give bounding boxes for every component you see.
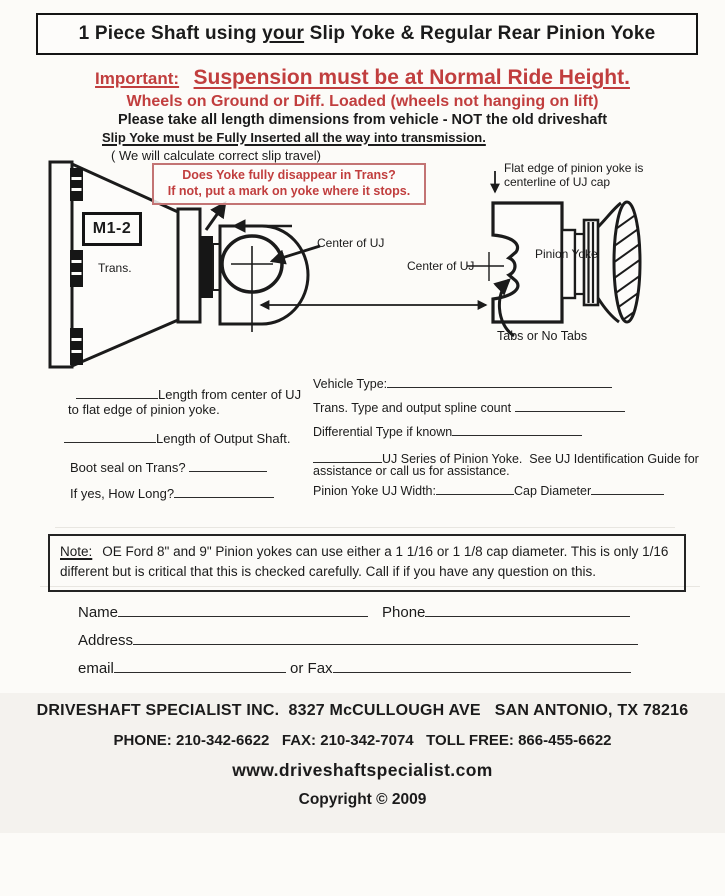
length-from-uj-field (76, 386, 301, 402)
title-suffix: Slip Yoke & Regular Rear Pinion Yoke (304, 23, 656, 44)
flat-edge-label (504, 161, 643, 190)
blank-line (515, 399, 625, 412)
blank-line (174, 485, 274, 498)
scan-artifact (55, 527, 675, 528)
length-dimensions-line: Please take all length dimensions from vehicle - NOT the old driveshaft (117, 112, 608, 128)
output-seal (200, 236, 220, 298)
slip-yoke-inserted-line: Slip Yoke must be Fully Inserted all the way into transmission. (102, 130, 486, 145)
center-of-uj-right-label: Center of UJ (407, 259, 475, 273)
address-row (78, 630, 638, 649)
blank-line (436, 482, 514, 495)
warning-line-1: Does Yoke fully disappear in Trans? (182, 168, 396, 182)
length-from-uj-label-2: to flat edge of pinion yoke. (68, 402, 220, 417)
blank-line (114, 658, 286, 673)
blank-line (76, 386, 158, 399)
differential-type-label: Differential Type if known (313, 425, 453, 439)
cap-diameter-label: Cap Diameter (514, 484, 592, 498)
important-label: Important: (95, 69, 180, 88)
phone-fax-tollfree-line: PHONE: 210-342-6622 FAX: 210-342-7074 TOLL FREE: 866-455-6622 (113, 732, 612, 749)
uj-width-label: Pinion Yoke UJ Width: (313, 484, 436, 498)
uj-width-cap-field (313, 482, 664, 498)
title-prefix: 1 Piece Shaft using (78, 23, 263, 44)
blank-line (313, 450, 382, 463)
if-yes-how-long-field (70, 485, 274, 501)
uj-series-label-2: assistance or call us for assistance. (313, 464, 510, 478)
company-address-line: DRIVESHAFT SPECIALIST INC. 8327 McCULLOUGH AVE SAN ANTONIO, TX 78216 (36, 702, 689, 719)
trans-type-label: Trans. Type and output spline count (313, 401, 515, 415)
trans-label: Trans. (98, 261, 132, 275)
slip-yoke-shape (220, 226, 308, 332)
bellhousing-bolts (70, 168, 83, 365)
note-label: Note: (60, 544, 93, 559)
warning-line-2: If not, put a mark on yoke where it stops. (167, 183, 411, 198)
differential-type-field (313, 423, 582, 439)
pinion-yoke-shape (493, 203, 562, 322)
name-label: Name (78, 604, 119, 621)
blank-line (133, 630, 638, 645)
blank-line (64, 430, 156, 443)
note-box (48, 534, 686, 592)
phone-label: Phone (382, 604, 426, 621)
uj-series-label: UJ Series of Pinion Yoke. See UJ Identification Guide for (382, 452, 699, 466)
pinion-yoke-label: Pinion Yoke (535, 247, 598, 261)
length-from-uj-label: Length from center of UJ (158, 387, 302, 402)
center-of-uj-left-label: Center of UJ (317, 236, 385, 250)
email-label: email (78, 660, 114, 677)
boot-seal-field (70, 459, 267, 475)
blank-line (387, 375, 612, 388)
blank-line (333, 658, 631, 673)
blank-line (591, 482, 664, 495)
note-text: OE Ford 8" and 9" Pinion yokes can use either a 1 1/16 or 1 1/8 cap diameter. This is only 1/16 different but is critical that this is checked carefully. Call if if you have any question on this. (60, 544, 669, 580)
vehicle-type-label: Vehicle Type: (313, 377, 388, 391)
blank-line (425, 602, 630, 617)
flat-edge-line-2: centerline of UJ cap (504, 175, 611, 190)
tabs-label: Tabs or No Tabs (497, 329, 588, 343)
name-phone-row (78, 602, 630, 621)
length-output-shaft-label: Length of Output Shaft. (156, 431, 291, 446)
trans-type-field (313, 399, 625, 415)
or-fax-label: or Fax (285, 660, 333, 677)
boot-seal-label: Boot seal on Trans? (70, 460, 190, 475)
blank-line (118, 602, 368, 617)
trans-model-box: M1-2 (82, 212, 142, 246)
address-label: Address (78, 632, 134, 649)
website-line: www.driveshaftspecialist.com (232, 760, 493, 780)
slip-travel-note: ( We will calculate correct slip travel) (111, 148, 321, 163)
if-yes-how-long-label: If yes, How Long? (70, 486, 175, 501)
length-output-shaft-field (64, 430, 290, 446)
pinion-shaft-and-flange (562, 202, 648, 332)
blank-line (189, 459, 267, 472)
flat-edge-line-1: Flat edge of pinion yoke is (504, 161, 644, 175)
title-your-underlined: your (262, 23, 305, 44)
email-fax-row (78, 658, 631, 677)
copyright-line: Copyright © 2009 (298, 791, 427, 808)
important-headline: Suspension must be at Normal Ride Height. (193, 66, 630, 89)
yoke-warning-box (152, 163, 426, 205)
vehicle-type-field (313, 375, 612, 391)
blank-line (452, 423, 582, 436)
wheels-on-ground-line: Wheels on Ground or Diff. Loaded (wheels not hanging on lift) (126, 93, 599, 110)
